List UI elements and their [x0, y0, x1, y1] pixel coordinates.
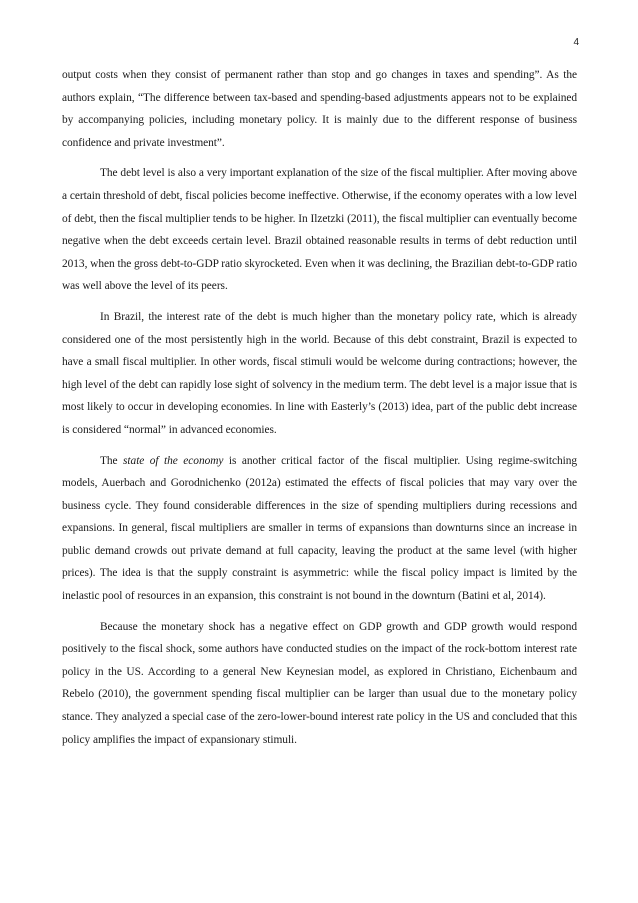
page-number: 4 — [573, 37, 579, 48]
paragraph-text-start: The — [100, 454, 124, 467]
paragraph-text-rest: is another critical factor of the fiscal multiplier. Using regime-switching models, Auerbach and Gorodnichenko (2012a) estimated the effects of fiscal policies that may vary over the business cycle. They found considerable differences in the size of spending multipliers during recessions and expansions. In general, fiscal multipliers are smaller in terms of expansions than downturns since an increase in public demand crowds out private demand at full capacity, leaving the product at the same level (with higher prices). The idea is that the supply constraint is asymmetric: while the fiscal policy impact is limited by the inelastic pool of resources in an expansion, this constraint is not bound in the downturn (Batini et al, 2014). — [62, 454, 578, 603]
paragraph-brazil-interest: In Brazil, the interest rate of the debt is much higher than the monetary policy rate, which is already considered one of the most persistently high in the world. Because of this debt constraint, Brazil is expected to have a small fiscal multiplier. In other words, fiscal stimuli would be welcome during contractions; however, the high level of the debt can rapidly lose sight of solvency in the medium term. The debt level is a major issue that is most likely to occur in developing economies. In line with Easterly’s (2013) idea, part of the public debt increase is considered “normal” in advanced economies. — [62, 310, 577, 436]
emphasis-state-of-economy: state of the economy — [123, 454, 224, 467]
document-body — [62, 64, 577, 751]
paragraph-continuation: output costs when they consist of permanent rather than stop and go changes in taxes and spending”. As the authors explain, “The difference between tax-based and spending-based adjustments appears not to be explained by accompanying policies, including monetary policy. It is mainly due to the different response of business confidence and private investment”. — [62, 69, 577, 149]
paragraph-state-of-economy — [62, 450, 577, 608]
paragraph-monetary-shock: Because the monetary shock has a negative effect on GDP growth and GDP growth would respond positively to the fiscal shock, some authors have conducted studies on the impact of the rock-bottom interest rate policy in the US. According to a general New Keynesian model, as explored in Christiano, Eichenbaum and Rebelo (2010), the government spending fiscal multiplier can be larger than usual due to the monetary policy stance. They analyzed a special case of the zero-lower-bound interest rate policy in the US and concluded that this policy amplifies the impact of expansionary stimuli. — [62, 620, 577, 746]
paragraph-debt-level: The debt level is also a very important explanation of the size of the fiscal multiplier. After moving above a certain threshold of debt, fiscal policies become ineffective. Otherwise, if the economy operates with a low level of debt, then the fiscal multiplier tends to be higher. In Ilzetzki (2011), the fiscal multiplier can eventually become negative when the debt exceeds certain level. Brazil obtained reasonable results in terms of debt reduction until 2013, when the gross debt-to-GDP ratio skyrocketed. Even when it was declining, the Brazilian debt-to-GDP ratio was well above the level of its peers. — [62, 167, 577, 293]
